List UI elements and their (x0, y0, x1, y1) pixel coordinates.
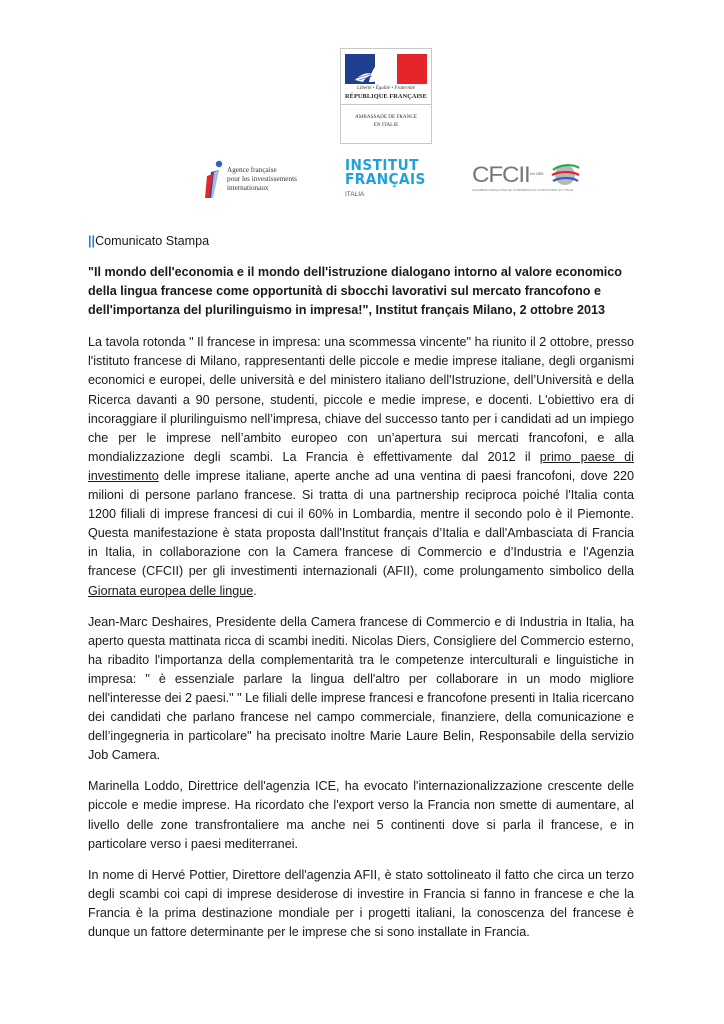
embassy-logo (340, 48, 432, 144)
link-primo-paese[interactable]: primo paese di investimento (88, 449, 634, 483)
globe-icon (550, 162, 580, 188)
embassy-divider (341, 104, 431, 105)
paragraph-1-part3: . (253, 583, 257, 598)
embassy-republic-name: RÉPUBLIQUE FRANÇAISE (345, 93, 427, 100)
institut-francais-logo (345, 158, 435, 208)
paragraph-4: In nome di Hervé Pottier, Direttore dell'agenzia AFII, è stato sottolineato il fatto che circa un terzo degli scambi coi capi di imprese desiderose di investire in Francia si fanno in francese e che la Francia è la prima destinazione mondiale per i progetti italiani, la conoscenza del francese è dunque un fattore determinante per le imprese che si sono installate in Francia. (88, 867, 634, 939)
link-giornata-europea[interactable]: Giornata europea delle lingue (88, 583, 254, 598)
cfcii-subtitle: CHAMBRE FRANÇAISE DE COMMERCE ET D'INDUSTRIE EN ITALIE (472, 188, 574, 192)
paragraph-1 (88, 333, 634, 600)
embassy-name-line1: AMBASSADE DE FRANCE (355, 114, 417, 120)
afii-name-line2: pour les investissements (227, 175, 297, 183)
paragraph-3: Marinella Loddo, Direttrice dell'agenzia ICE, ha evocato l'internazionalizzazione crescente delle piccole e medie imprese. Ha ricordato che l'export verso la Francia non smette di aumentare, al livello delle zone transfrontaliere ma anche nei 5 continenti dove si parla il francese, e in particolare verso i paesi mediterranei. (88, 779, 634, 851)
afii-name-line3: internationaux (227, 184, 269, 192)
institut-francais-line3: ITALIA (345, 191, 365, 198)
institut-francais-line2: FRANÇAIS (345, 170, 426, 188)
paragraph-1-part1: La tavola rotonda " Il francese in impresa: una scommessa vincente" ha riunito il 2 ottobre, presso l'istituto francese di Milano, rappresentanti delle piccole e medie imprese italiane, degli organismi economici e europei, delle università e del ministero italiano dell'Istruzione, dell’Università e della Ricerca davanti a 90 persone, studenti, piccole e medie imprese, e docenti. L'obiettivo era di incoraggiare il plurilinguismo nell’impresa, chiave del successo tanto per i candidati ad un impiego che per le imprese nell’ambito europeo con un’apertura sui mercati francofoni, e alla mondializzazione degli scambi. La Francia è effettivamente dal 2012 il (88, 335, 634, 464)
paragraph-2: Jean-Marc Deshaires, Presidente della Camera francese di Commercio e di Industria in Italia, ha aperto questa mattinata ricca di scambi inediti. Nicolas Diers, Consigliere del Commercio esterno, ha ribadito l'importanza della complementarità tra le competenze interculturali e linguistiche in impresa: " è essenziale parlare la lingua dell'altro per collaborare in un modo migliore nell'interesse dei 2 paesi." " Le filiali delle imprese francesi e francofone presenti in Italia ricercano dei candidati che parlano francese nel campo commerciale, finanziere, della comunicazione e dell’ingegneria in particolare" ha precisato inoltre Marie Laure Belin, Responsabile della servizio Job Camera. (88, 614, 634, 763)
paragraph-1-part2: delle imprese italiane, aperte anche ad una ventina di paesi francofoni, dove 220 milioni di persone parlano francese. Si tratta di una partnership reciproca poiché l'Italia conta 1200 filiali di imprese francesi di cui il 60% in Lombardia, mentre il secondo polo è il Piemonte. Questa manifestazione è stata proposta dall'Institut français d’Italia e dall'Ambasciata di Francia in Italia, in collaborazione con la Camera francese di Commercio e d’Industria e l'Agenzia francese (CFCII) per gli investimenti internazionali (AFII), come prolungamento simbolico della (88, 468, 634, 579)
headline: "Il mondo dell'economia e il mondo dell'istruzione dialogano intorno al valore economico della lingua francese come opportunità di sbocchi lavorativi sul mercato francofono e dell'importanza del plurilinguismo in impresa!", Institut français Milano, 2 ottobre 2013 (88, 265, 622, 318)
cfcii-year: est 1885 (530, 172, 544, 176)
afii-mark-icon (205, 160, 227, 200)
cfcii-logo (472, 162, 582, 196)
label-bars-icon: || (88, 234, 96, 248)
press-release-body (88, 232, 634, 954)
institut-francais-line1: INSTITUT (345, 156, 419, 174)
afii-logo (205, 160, 315, 200)
afii-name (227, 166, 297, 193)
document-label-text: Comunicato Stampa (95, 234, 210, 248)
marianne-flag-icon (345, 54, 427, 84)
afii-name-line1: Agence française (227, 166, 277, 174)
cfcii-name: CFCII (472, 162, 530, 187)
document-label (88, 232, 634, 252)
embassy-name-line2: EN ITALIE (373, 122, 399, 128)
embassy-name (341, 113, 431, 129)
embassy-motto: Liberté • Égalité • Fraternité (357, 86, 415, 91)
